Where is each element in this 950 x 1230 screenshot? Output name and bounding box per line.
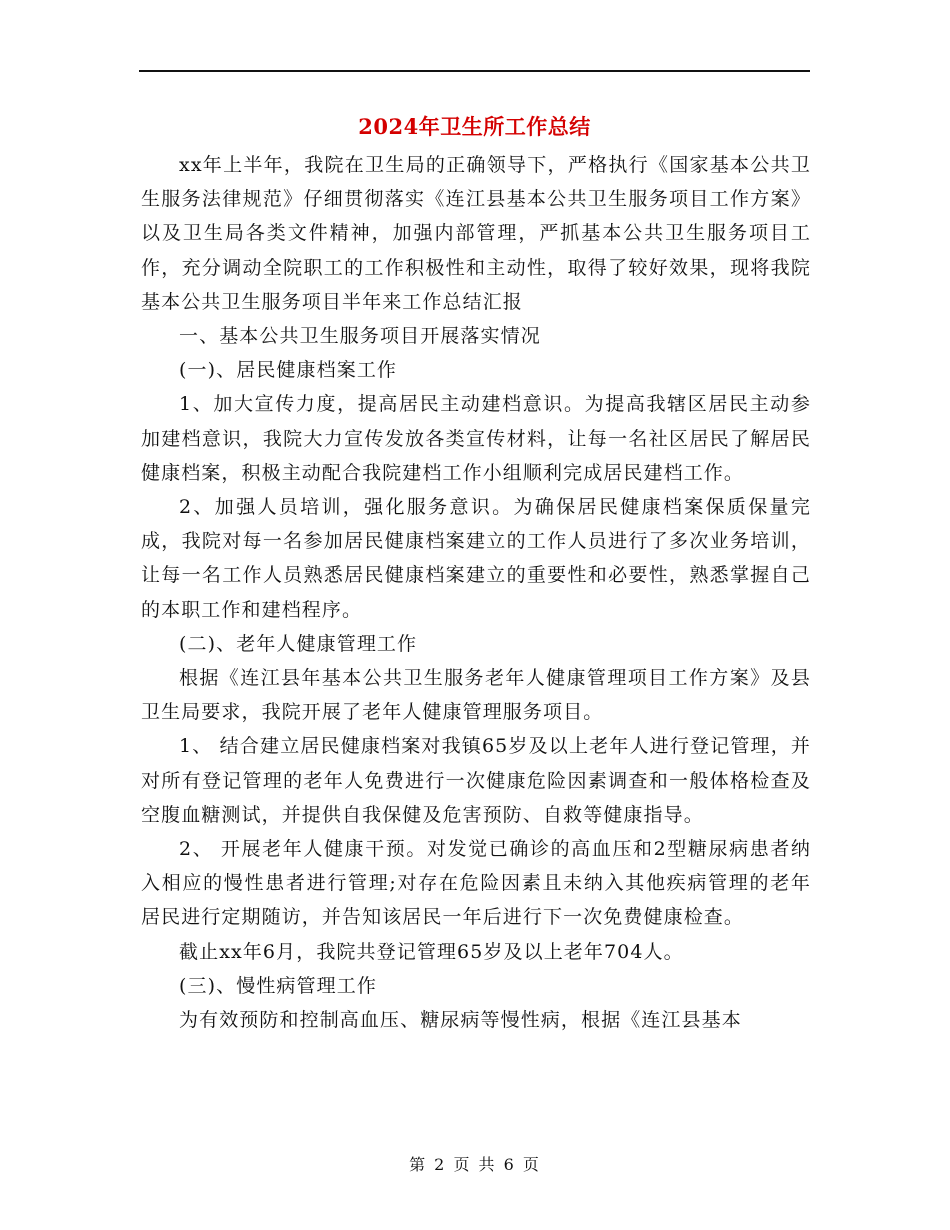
paragraph-chronic: 为有效预防和控制高血压、糖尿病等慢性病，根据《连江县基本: [179, 1009, 742, 1032]
paragraph-intro: xx年上半年，我院在卫生局的正确领导下，严格执行《国家基本公共卫生服务法律规范》仔细贯彻落实《连江县基本公共卫生服务项目工作方案》以及卫生局各类文件精神，加强内部管理，严抓基本公共卫生服务项目工作，充分调动全院职工的工作积极性和主动性，取得了较好效果，现将我院基本公共卫生服务项目半年来工作总结汇报: [141, 154, 811, 313]
page-number: 第 2 页 共 6 页: [409, 1155, 541, 1174]
subsection-heading-1: (一)、居民健康档案工作: [179, 359, 398, 382]
paragraph-elderly-intervention: 2、 开展老年人健康干预。对发觉已确诊的高血压和2型糖尿病患者纳入相应的慢性患者进行管理;对存在危险因素且未纳入其他疾病管理的老年居民进行定期随访，并告知该居民一年后进行下一次免费健康检查。: [141, 838, 811, 929]
paragraph-training: 2、加强人员培训，强化服务意识。为确保居民健康档案保质保量完成，我院对每一名参加居民健康档案建立的工作人员进行了多次业务培训，让每一名工作人员熟悉居民健康档案建立的重要性和必要性，熟悉掌握自己的本职工作和建档程序。: [141, 496, 811, 621]
subsection-heading-3: (三)、慢性病管理工作: [179, 974, 377, 997]
document-body: [141, 148, 811, 1037]
header-rule: [139, 70, 810, 72]
paragraph-elderly-registration: 1、 结合建立居民健康档案对我镇65岁及以上老年人进行登记管理，并对所有登记管理的老年人免费进行一次健康危险因素调查和一般体格检查及空腹血糖测试，并提供自我保健及危害预防、自救等健康指导。: [141, 735, 811, 826]
section-heading-1: 一、基本公共卫生服务项目开展落实情况: [179, 325, 541, 348]
paragraph-elderly-basis: 根据《连江县年基本公共卫生服务老年人健康管理项目工作方案》及县卫生局要求，我院开展了老年人健康管理服务项目。: [141, 667, 811, 724]
document-title: 2024年卫生所工作总结: [358, 114, 591, 139]
paragraph-publicity: 1、加大宣传力度，提高居民主动建档意识。为提高我辖区居民主动参加建档意识，我院大力宣传发放各类宣传材料，让每一名社区居民了解居民健康档案，积极主动配合我院建档工作小组顺利完成居民建档工作。: [141, 393, 811, 484]
paragraph-elderly-count: 截止xx年6月，我院共登记管理65岁及以上老年704人。: [179, 940, 684, 963]
subsection-heading-2: (二)、老年人健康管理工作: [179, 632, 418, 655]
